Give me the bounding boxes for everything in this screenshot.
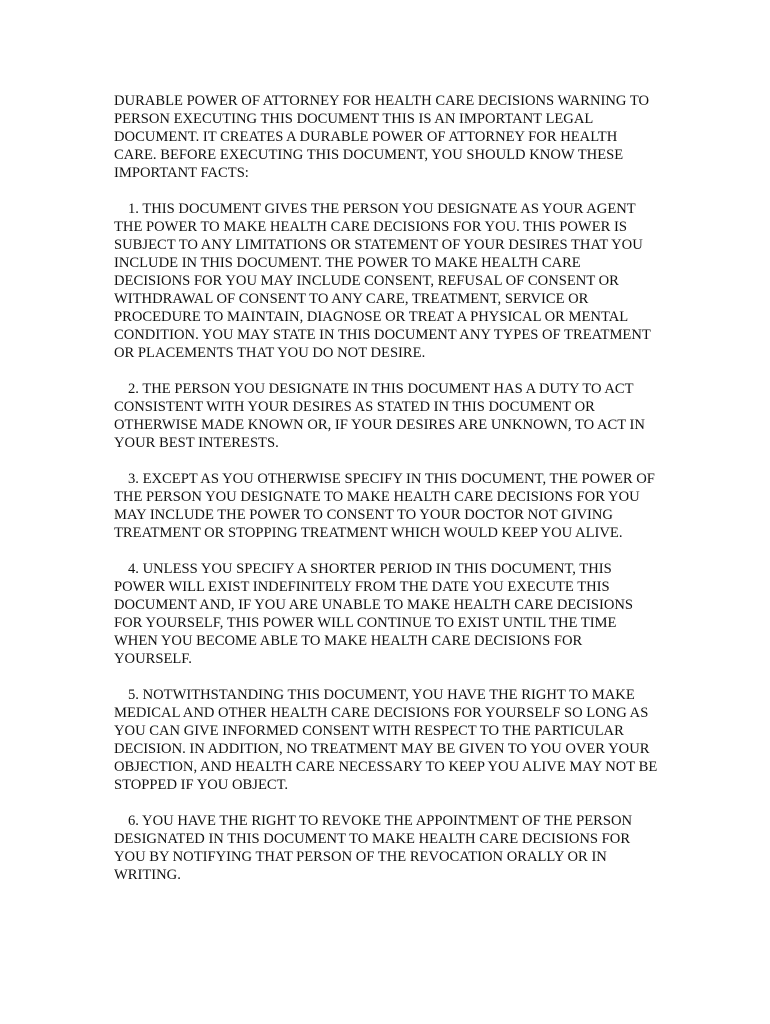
numbered-paragraph-1: 1. THIS DOCUMENT GIVES THE PERSON YOU DESIGNATE AS YOUR AGENT THE POWER TO MAKE HEALTH CARE DECISIONS FOR YOU. THIS POWER IS SUBJECT TO ANY LIMITATIONS OR STATEMENT OF YOUR DESIRES THAT YOU INCLUDE IN THIS DOCUMENT. THE POWER TO MAKE HEALTH CARE DECISIONS FOR YOU MAY INCLUDE CONSENT, REFUSAL OF CONSENT OR WITHDRAWAL OF CONSENT TO ANY CARE, TREATMENT, SERVICE OR PROCEDURE TO MAINTAIN, DIAGNOSE OR TREAT A PHYSICAL OR MENTAL CONDITION. YOU MAY STATE IN THIS DOCUMENT ANY TYPES OF TREATMENT OR PLACEMENTS THAT YOU DO NOT DESIRE.: [114, 201, 651, 361]
document-page: [114, 92, 659, 902]
numbered-paragraph-2: 2. THE PERSON YOU DESIGNATE IN THIS DOCUMENT HAS A DUTY TO ACT CONSISTENT WITH YOUR DESIRES AS STATED IN THIS DOCUMENT OR OTHERWISE MADE KNOWN OR, IF YOUR DESIRES ARE UNKNOWN, TO ACT IN YOUR BEST INTERESTS.: [114, 381, 645, 451]
numbered-paragraph-5: 5. NOTWITHSTANDING THIS DOCUMENT, YOU HAVE THE RIGHT TO MAKE MEDICAL AND OTHER HEALTH CARE DECISIONS FOR YOURSELF SO LONG AS YOU CAN GIVE INFORMED CONSENT WITH RESPECT TO THE PARTICULAR DECISION. IN ADDITION, NO TREATMENT MAY BE GIVEN TO YOU OVER YOUR OBJECTION, AND HEALTH CARE NECESSARY TO KEEP YOU ALIVE MAY NOT BE STOPPED IF YOU OBJECT.: [114, 687, 658, 793]
numbered-paragraph-6: 6. YOU HAVE THE RIGHT TO REVOKE THE APPOINTMENT OF THE PERSON DESIGNATED IN THIS DOCUMENT TO MAKE HEALTH CARE DECISIONS FOR YOU BY NOTIFYING THAT PERSON OF THE REVOCATION ORALLY OR IN WRITING.: [114, 813, 633, 883]
intro-paragraph: DURABLE POWER OF ATTORNEY FOR HEALTH CARE DECISIONS WARNING TO PERSON EXECUTING THIS DOCUMENT THIS IS AN IMPORTANT LEGAL DOCUMENT. IT CREATES A DURABLE POWER OF ATTORNEY FOR HEALTH CARE. BEFORE EXECUTING THIS DOCUMENT, YOU SHOULD KNOW THESE IMPORTANT FACTS:: [114, 93, 650, 181]
numbered-paragraph-3: 3. EXCEPT AS YOU OTHERWISE SPECIFY IN THIS DOCUMENT, THE POWER OF THE PERSON YOU DESIGNATE TO MAKE HEALTH CARE DECISIONS FOR YOU MAY INCLUDE THE POWER TO CONSENT TO YOUR DOCTOR NOT GIVING TREATMENT OR STOPPING TREATMENT WHICH WOULD KEEP YOU ALIVE.: [114, 471, 655, 541]
numbered-paragraph-4: 4. UNLESS YOU SPECIFY A SHORTER PERIOD IN THIS DOCUMENT, THIS POWER WILL EXIST INDEFINITELY FROM THE DATE YOU EXECUTE THIS DOCUMENT AND, IF YOU ARE UNABLE TO MAKE HEALTH CARE DECISIONS FOR YOURSELF, THIS POWER WILL CONTINUE TO EXIST UNTIL THE TIME WHEN YOU BECOME ABLE TO MAKE HEALTH CARE DECISIONS FOR YOURSELF.: [114, 561, 634, 667]
